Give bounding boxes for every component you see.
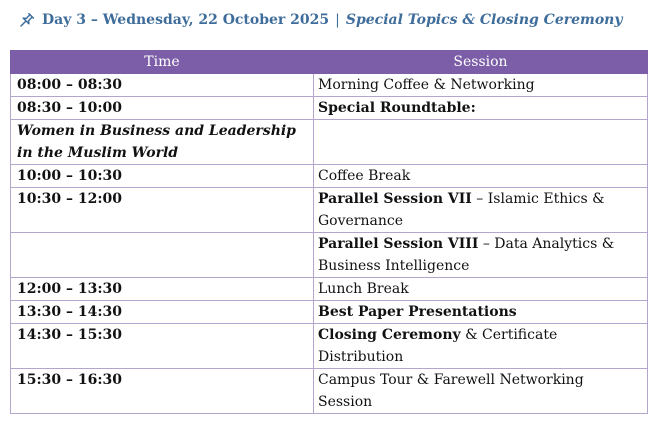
time-cell: 10:30 – 12:00 — [11, 188, 314, 233]
column-header-session: Session — [314, 51, 648, 74]
day-subtitle: Special Topics & Closing Ceremony — [345, 12, 623, 28]
session-cell — [314, 120, 648, 165]
session-cell — [314, 301, 648, 324]
session-detail: Campus Tour & Farewell Networking Session — [318, 372, 584, 410]
table-row — [11, 278, 648, 301]
session-title: Special Roundtable: — [318, 100, 476, 116]
session-cell — [314, 369, 648, 414]
session-cell — [314, 188, 648, 233]
session-cell — [314, 165, 648, 188]
day-heading — [18, 8, 622, 32]
session-title: Parallel Session VIII — [318, 236, 479, 252]
day-title: Day 3 – Wednesday, 22 October 2025 — [42, 12, 330, 28]
table-row — [11, 97, 648, 120]
session-detail: Lunch Break — [318, 281, 409, 297]
time-cell: 14:30 – 15:30 — [11, 324, 314, 369]
session-title: Best Paper Presentations — [318, 304, 517, 320]
time-cell: 12:00 – 13:30 — [11, 278, 314, 301]
session-detail: – Islamic Ethics & Governance — [318, 191, 605, 229]
time-cell: 08:00 – 08:30 — [11, 74, 314, 97]
session-title: Parallel Session VII — [318, 191, 472, 207]
session-detail: Morning Coffee & Networking — [318, 77, 535, 93]
table-row — [11, 74, 648, 97]
schedule-table — [10, 50, 648, 414]
table-header-row — [11, 51, 648, 74]
session-detail: – Data Analytics & Business Intelligence — [318, 236, 615, 274]
table-row — [11, 233, 648, 278]
time-cell: 13:30 – 14:30 — [11, 301, 314, 324]
session-cell — [314, 74, 648, 97]
table-row — [11, 120, 648, 165]
session-cell — [314, 278, 648, 301]
session-cell — [314, 97, 648, 120]
time-cell: 15:30 – 16:30 — [11, 369, 314, 414]
roundtable-topic-cell: Women in Business and Leadership in the Muslim World — [11, 120, 314, 165]
session-cell — [314, 233, 648, 278]
session-cell — [314, 324, 648, 369]
table-row — [11, 188, 648, 233]
time-cell — [11, 233, 314, 278]
table-row — [11, 369, 648, 414]
session-title: Closing Ceremony — [318, 327, 461, 343]
pushpin-icon — [18, 11, 36, 29]
table-row — [11, 165, 648, 188]
table-row — [11, 324, 648, 369]
session-detail: & Certificate Distribution — [318, 327, 558, 365]
session-detail: Coffee Break — [318, 168, 411, 184]
column-header-time: Time — [11, 51, 314, 74]
title-separator: | — [335, 12, 340, 28]
time-cell: 10:00 – 10:30 — [11, 165, 314, 188]
time-cell: 08:30 – 10:00 — [11, 97, 314, 120]
table-row — [11, 301, 648, 324]
